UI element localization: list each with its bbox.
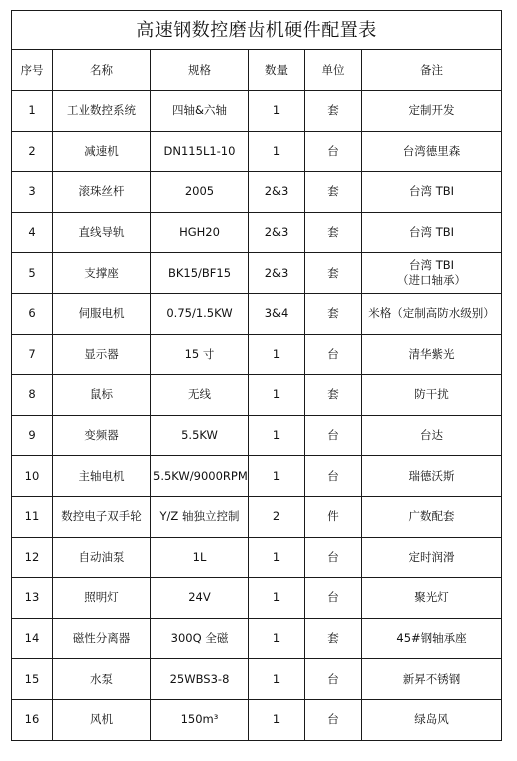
cell-no: 14 [12,618,53,659]
table-row [12,618,502,659]
cell-no: 11 [12,496,53,537]
table-row [12,578,502,619]
cell-no: 2 [12,131,53,172]
cell-unit: 套 [305,293,362,334]
cell-no: 1 [12,91,53,132]
cell-name: 水泵 [53,659,151,700]
cell-name: 变频器 [53,415,151,456]
cell-no: 16 [12,699,53,740]
cell-qty: 1 [249,375,305,416]
cell-name: 减速机 [53,131,151,172]
cell-spec: 1L [151,537,249,578]
cell-no: 9 [12,415,53,456]
cell-note-line2: （进口轴承） [397,273,467,288]
cell-note: 米格（定制高防水级别） [362,293,502,334]
cell-qty: 1 [249,334,305,375]
cell-qty: 1 [249,415,305,456]
cell-spec: HGH20 [151,212,249,253]
header-qty: 数量 [249,50,305,91]
cell-qty: 1 [249,659,305,700]
cell-spec: 2005 [151,172,249,213]
cell-unit: 件 [305,496,362,537]
header-row [12,50,502,91]
table-row [12,496,502,537]
cell-unit: 台 [305,334,362,375]
cell-note: 绿岛风 [362,699,502,740]
table-row [12,456,502,497]
hardware-config-table [11,10,502,741]
cell-name: 磁性分离器 [53,618,151,659]
cell-unit: 套 [305,375,362,416]
cell-note: 新昇不锈钢 [362,659,502,700]
cell-unit: 台 [305,415,362,456]
cell-note: 瑞德沃斯 [362,456,502,497]
table-body [12,91,502,741]
cell-name: 主轴电机 [53,456,151,497]
cell-note-line1: 台湾 TBI [409,258,455,273]
table-row [12,537,502,578]
cell-name: 工业数控系统 [53,91,151,132]
cell-note [362,253,502,294]
cell-qty: 1 [249,618,305,659]
header-unit: 单位 [305,50,362,91]
cell-unit: 台 [305,456,362,497]
cell-spec: 15 寸 [151,334,249,375]
cell-qty: 1 [249,537,305,578]
cell-qty: 2&3 [249,172,305,213]
cell-qty: 1 [249,91,305,132]
cell-no: 15 [12,659,53,700]
cell-note: 45#钢轴承座 [362,618,502,659]
cell-no: 10 [12,456,53,497]
cell-unit: 套 [305,212,362,253]
cell-name: 风机 [53,699,151,740]
cell-qty: 2&3 [249,212,305,253]
cell-name: 鼠标 [53,375,151,416]
cell-note: 聚光灯 [362,578,502,619]
hardware-config-table-container [11,10,501,741]
table-row [12,131,502,172]
cell-qty: 3&4 [249,293,305,334]
cell-name: 支撑座 [53,253,151,294]
table-row [12,253,502,294]
cell-qty: 1 [249,578,305,619]
table-row [12,659,502,700]
cell-name: 滚珠丝杆 [53,172,151,213]
cell-name: 自动油泵 [53,537,151,578]
cell-note: 清华紫光 [362,334,502,375]
table-row [12,415,502,456]
cell-unit: 套 [305,253,362,294]
table-row [12,334,502,375]
cell-no: 8 [12,375,53,416]
cell-note: 定时润滑 [362,537,502,578]
cell-unit: 套 [305,91,362,132]
table-row [12,172,502,213]
cell-spec: 四轴&六轴 [151,91,249,132]
cell-note: 定制开发 [362,91,502,132]
header-spec: 规格 [151,50,249,91]
cell-note: 台湾德里森 [362,131,502,172]
cell-unit: 套 [305,172,362,213]
cell-spec: 25WBS3-8 [151,659,249,700]
table-row [12,212,502,253]
header-no: 序号 [12,50,53,91]
cell-spec: BK15/BF15 [151,253,249,294]
cell-name: 显示器 [53,334,151,375]
cell-spec: 5.5KW [151,415,249,456]
table-row [12,293,502,334]
cell-spec: DN115L1-10 [151,131,249,172]
table-row [12,91,502,132]
cell-note: 台达 [362,415,502,456]
cell-qty: 1 [249,699,305,740]
cell-no: 12 [12,537,53,578]
cell-qty: 2&3 [249,253,305,294]
cell-no: 3 [12,172,53,213]
cell-name: 伺服电机 [53,293,151,334]
cell-note: 台湾 TBI [362,172,502,213]
table-title: 高速钢数控磨齿机硬件配置表 [12,11,502,50]
cell-unit: 台 [305,537,362,578]
cell-unit: 台 [305,578,362,619]
cell-name: 数控电子双手轮 [53,496,151,537]
cell-spec: Y/Z 轴独立控制 [151,496,249,537]
cell-unit: 套 [305,618,362,659]
cell-qty: 2 [249,496,305,537]
table-row [12,375,502,416]
cell-spec: 24V [151,578,249,619]
cell-name: 直线导轨 [53,212,151,253]
cell-spec: 150m³ [151,699,249,740]
header-note: 备注 [362,50,502,91]
cell-note: 台湾 TBI [362,212,502,253]
cell-note: 广数配套 [362,496,502,537]
header-name: 名称 [53,50,151,91]
cell-qty: 1 [249,131,305,172]
cell-unit: 台 [305,659,362,700]
cell-unit: 台 [305,131,362,172]
cell-no: 6 [12,293,53,334]
cell-no: 5 [12,253,53,294]
cell-no: 4 [12,212,53,253]
cell-spec: 0.75/1.5KW [151,293,249,334]
table-row [12,699,502,740]
cell-spec: 无线 [151,375,249,416]
cell-spec: 5.5KW/9000RPM [151,456,249,497]
cell-spec: 300Q 全磁 [151,618,249,659]
cell-name: 照明灯 [53,578,151,619]
cell-unit: 台 [305,699,362,740]
cell-note: 防干扰 [362,375,502,416]
cell-no: 13 [12,578,53,619]
cell-qty: 1 [249,456,305,497]
cell-no: 7 [12,334,53,375]
